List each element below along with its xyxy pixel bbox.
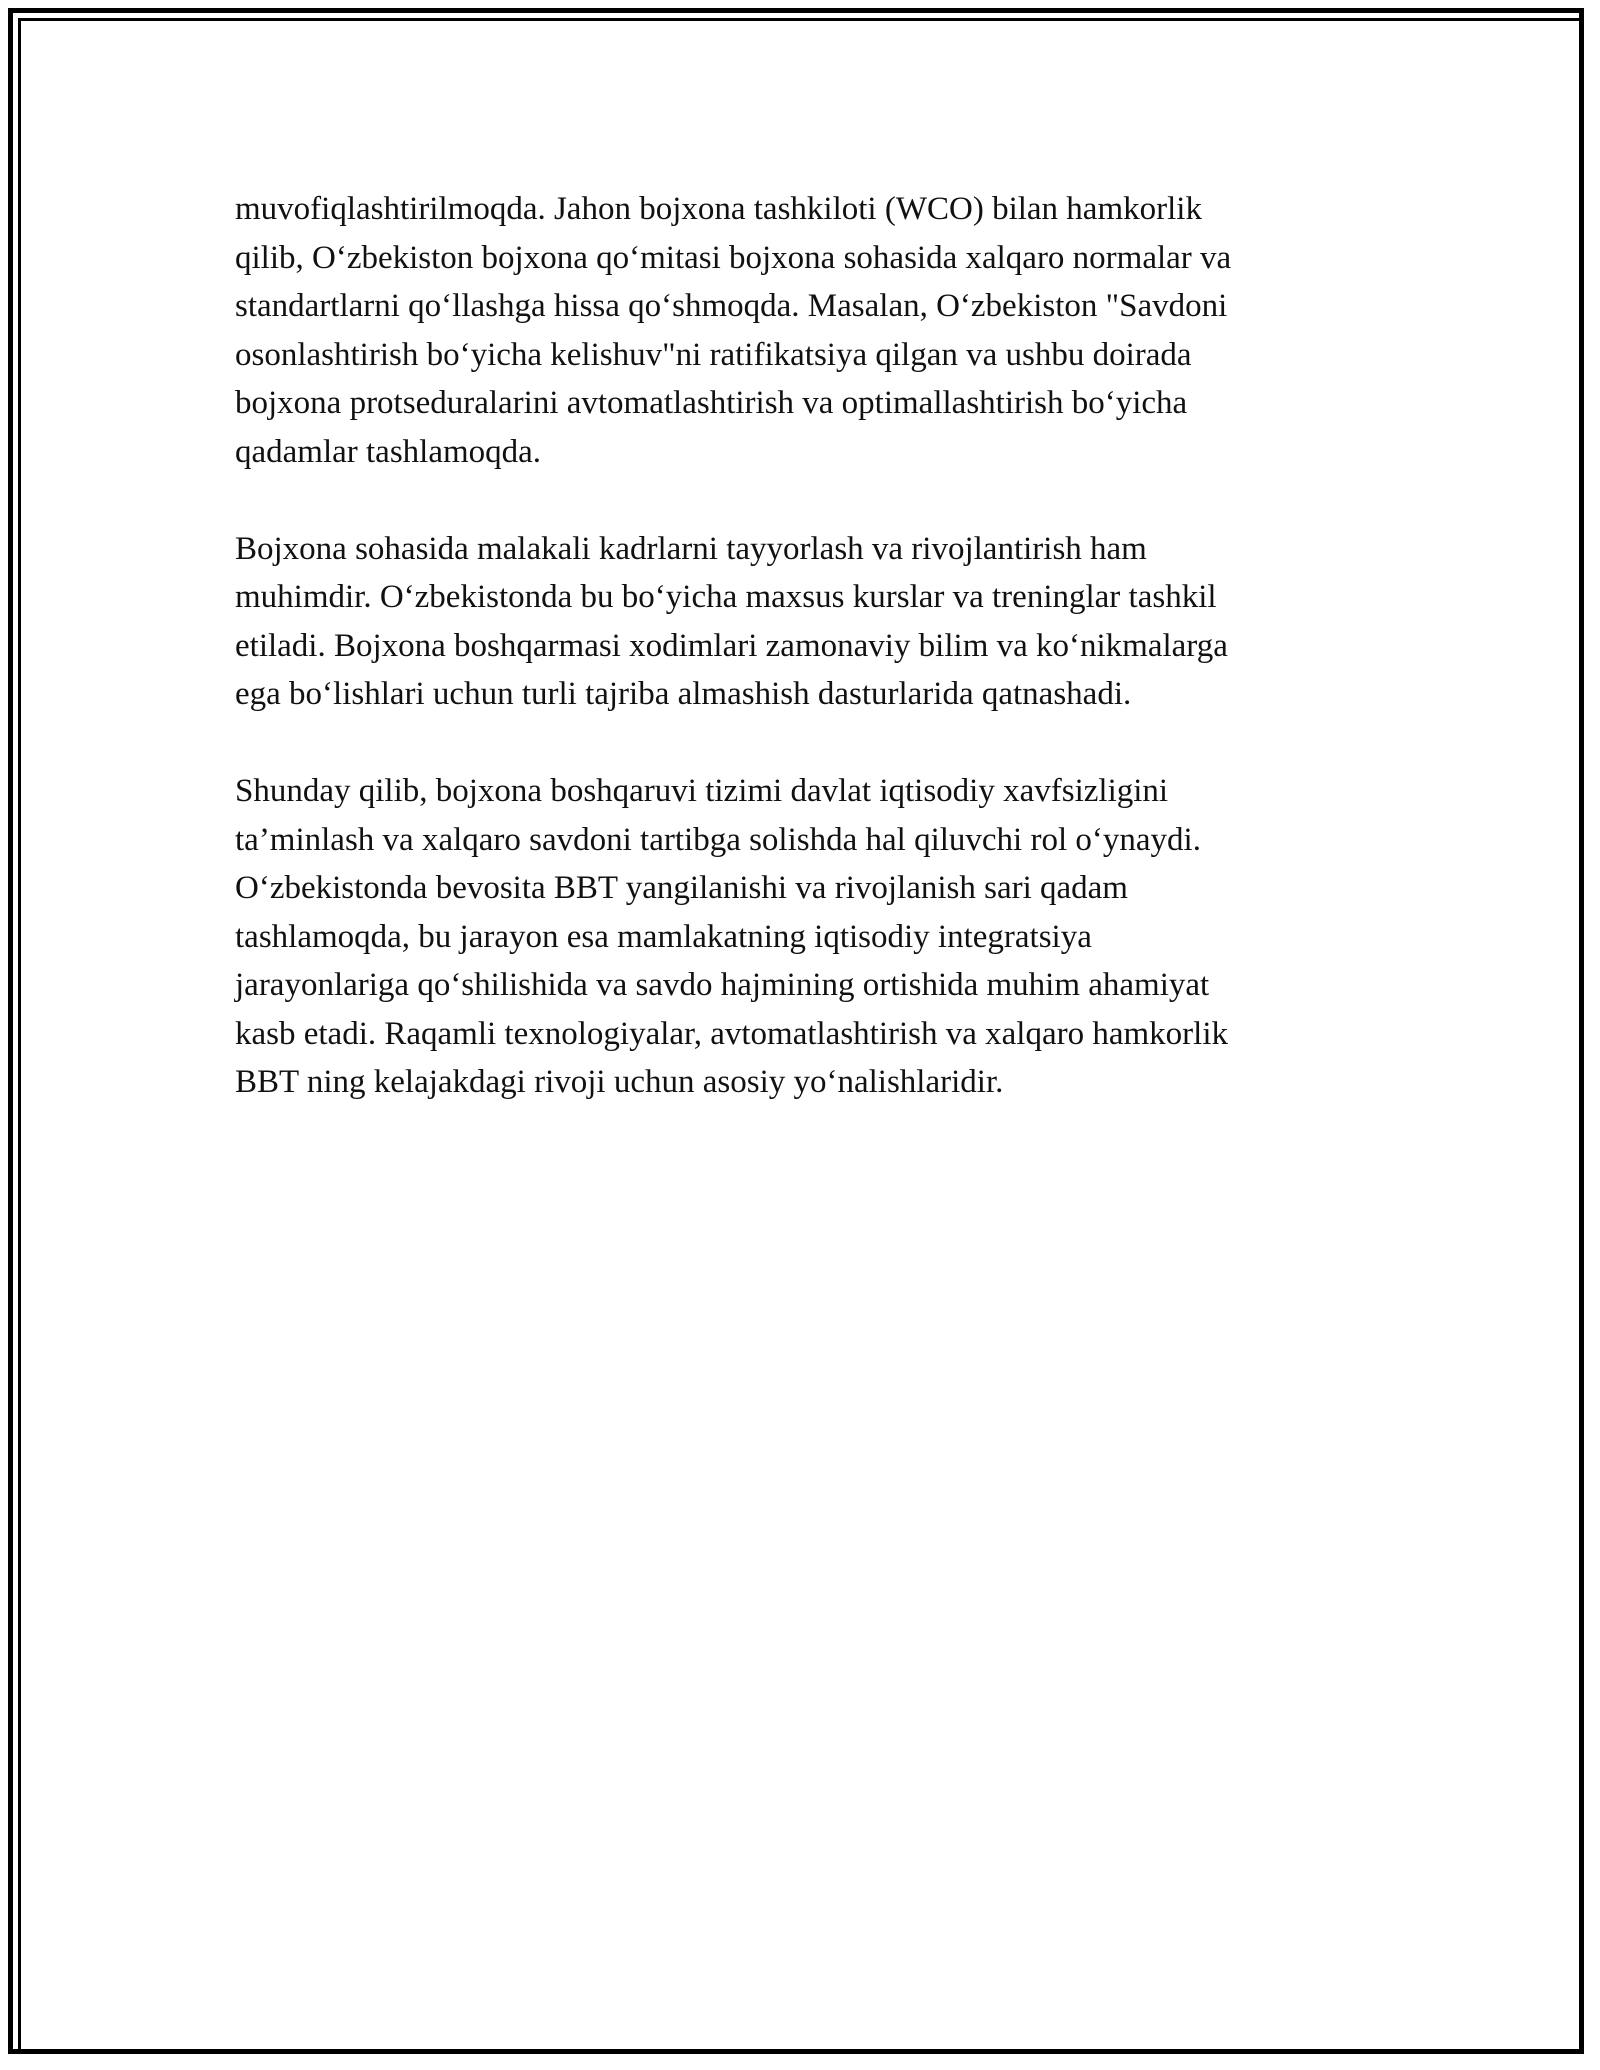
text-line: qadamlar tashlamoqda. [235,433,542,470]
paragraph-1 [235,185,1365,476]
text-line: jarayonlariga qo‘shilishida va savdo hajmining ortishida muhim ahamiyat [235,967,1210,1003]
text-line: tashlamoqda, bu jarayon esa mamlakatning iqtisodiy integratsiya [235,918,1092,955]
text-line: ega bo‘lishlari uchun turli tajriba almashish dasturlarida qatnashadi. [235,676,1132,712]
text-line: kasb etadi. Raqamli texnologiyalar, avtomatlashtirish va xalqaro hamkorlik [235,1015,1228,1052]
text-line: bojxona protseduralarini avtomatlashtirish va optimallashtirish bo‘yicha [235,385,1188,421]
text-line: BBT ning kelajakdagi rivoji uchun asosiy yo‘nalishlaridir. [235,1064,1004,1100]
document-body [235,185,1365,1155]
text-line: qilib, O‘zbekiston bojxona qo‘mitasi bojxona sohasida xalqaro normalar va [235,239,1232,276]
text-line: etiladi. Bojxona boshqarmasi xodimlari zamonaviy bilim va ko‘nikmalarga [235,627,1228,664]
text-line: O‘zbekistonda bevosita BBT yangilanishi va rivojlanish sari qadam [235,870,1128,906]
text-line: osonlashtirish bo‘yicha kelishuv"ni ratifikatsiya qilgan va ushbu doirada [235,336,1192,373]
text-line: Shunday qilib, bojxona boshqaruvi tizimi davlat iqtisodiy xavfsizligini [235,773,1169,809]
text-line: ta’minlash va xalqaro savdoni tartibga solishda hal qiluvchi rol o‘ynaydi. [235,821,1201,858]
text-line: muhimdir. O‘zbekistonda bu bo‘yicha maxsus kurslar va treninglar tashkil [235,579,1217,615]
paragraph-2 [235,525,1365,719]
text-line: standartlarni qo‘llashga hissa qo‘shmoqda. Masalan, O‘zbekiston "Savdoni [235,288,1228,324]
paragraph-3 [235,767,1365,1107]
text-line: Bojxona sohasida malakali kadrlarni tayyorlash va rivojlantirish ham [235,530,1147,567]
text-line: muvofiqlashtirilmoqda. Jahon bojxona tashkiloti (WCO) bilan hamkorlik [235,191,1202,227]
